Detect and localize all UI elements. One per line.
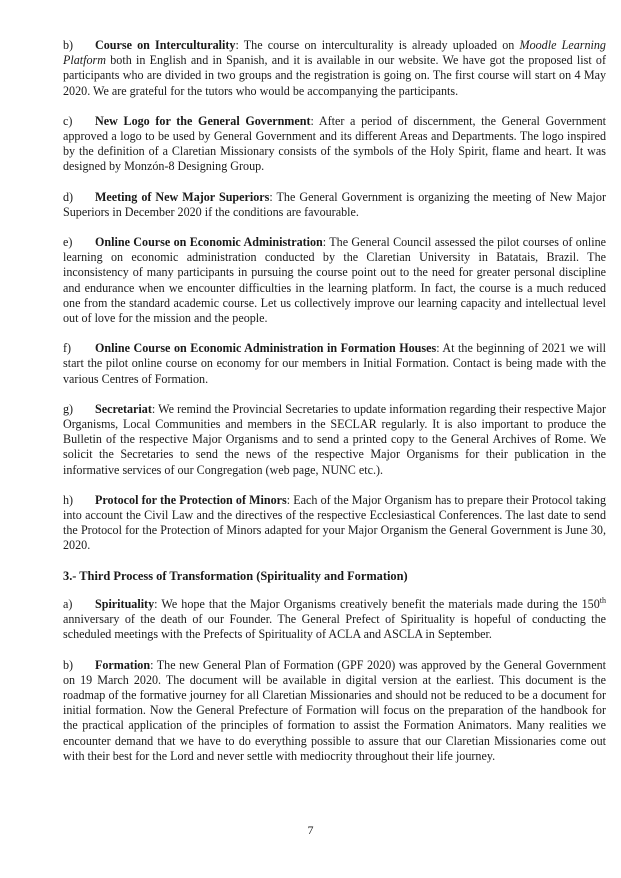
item-title: Secretariat (95, 401, 152, 416)
item-protection-minors (63, 493, 606, 554)
item-title: Formation (95, 657, 151, 672)
item-title: Online Course on Economic Administration in Formation Houses (95, 341, 437, 356)
ordinal-suffix: th (599, 595, 606, 605)
item-economic-course-formation (63, 341, 606, 387)
item-letter: a) (63, 596, 73, 611)
item-letter: g) (63, 401, 74, 416)
item-interculturality (63, 38, 606, 99)
document-page (63, 38, 606, 779)
item-major-superiors (63, 190, 606, 220)
item-letter: b) (63, 38, 74, 52)
item-new-logo (63, 114, 606, 175)
item-letter: f) (63, 341, 72, 356)
item-secretariat (63, 402, 606, 478)
item-title: New Logo for the General Government (95, 113, 311, 128)
item-text: : The course on interculturality is already uploaded on (235, 38, 520, 52)
item-text: : We hope that the Major Organisms creatively benefit the materials made during the 150 (154, 596, 600, 611)
item-text: : At the beginning of 2021 we will start the pilot online course on economy for our members in Initial Formation. Contact is being made with the various Centres of Formation. (63, 341, 606, 386)
item-text: : Each of the Major Organism has to prepare their Protocol taking into account the Civil Law and the directives of the respective Ecclesiastical Conferences. The last date to send the Protocol for the Protection of Minors adapted for your Major Organism the General Government is June 30, 2020. (63, 492, 606, 553)
item-letter: d) (63, 189, 74, 204)
item-title: Online Course on Economic Administration (95, 235, 323, 250)
item-text: anniversary of the death of our Founder. The General Prefect of Spirituality is hopeful of conducting the scheduled meetings with the Prefects of Spirituality of ACLA and ASCLA in September. (63, 612, 606, 642)
item-text: : The new General Plan of Formation (GPF 2020) was approved by the General Government on 19 March 2020. The document will be available in digital version at the earliest. This document is the roadmap of the formative journey for all Claretian Missionaries and should not be reduced to be a document for initial formation. Now the General Prefecture of Formation will focus on the preparation of the handbook for the practical application of the principles of formation to assist the Formation Animators. Many realities we encounter demand that we have to do everything possible to assure that our Claretian Missionaries come out with their best for the Lord and never settle with mediocrity throughout their life journey. (63, 657, 606, 763)
item-title: Protocol for the Protection of Minors (95, 492, 287, 507)
item-letter: e) (63, 235, 73, 250)
item-formation (63, 658, 606, 764)
item-title: Spirituality (95, 596, 155, 611)
item-text: : We remind the Provincial Secretaries to update information regarding their respective Major Organisms, Local Communities and members in the SECLAR regularly. It is also important to produce the Bulletin of the respective Major Organisms and to send a printed copy to the General Archives of Rome. We solicit the Secretaries to send the news of the respective Major Organisms for their publication in the informative services of our Congregation (web page, NUNC etc.). (63, 401, 606, 477)
item-letter: c) (63, 113, 73, 128)
item-letter: b) (63, 657, 74, 672)
item-spirituality (63, 597, 606, 643)
item-italic-text: Moodle Learning Platform (63, 38, 606, 68)
item-letter: h) (63, 492, 74, 507)
item-title: Course on Interculturality (95, 38, 236, 52)
item-economic-course (63, 235, 606, 326)
item-text: both in English and in Spanish, and it is available in our website. We have got the proposed list of participants who are divided in two groups and the registration is going on. The first course will start on 4 May 2020. We are grateful for the tutors who would be accompanying the participants. (63, 53, 606, 98)
section-heading: 3.- Third Process of Transformation (Spirituality and Formation) (63, 568, 408, 583)
page-number: 7 (307, 823, 314, 837)
item-text: : The General Government is organizing the meeting of New Major Superiors in December 2020 if the conditions are favourable. (63, 189, 606, 219)
item-title: Meeting of New Major Superiors (95, 189, 270, 204)
item-text: : The General Council assessed the pilot courses of online learning on economic administration conducted by the Claretian University in Batatais, Brazil. The inconsistency of many participants in pursuing the course point out to the need for greater personal discipline and endurance when we encounter difficulties in the learning platform. In fact, the course is a much reduced one from the standard academic course. Let us collectively improve our learning capacity and intellectual level out of love for the mission and the people. (63, 235, 606, 326)
item-text: : After a period of discernment, the General Government approved a logo to be used by General Government and its different Areas and Departments. The logo inspired by the definition of a Claretian Missionary consists of the symbols of the Holy Spirit, flame and heart. It was designed by Monzón-8 Designing Group. (63, 113, 606, 174)
